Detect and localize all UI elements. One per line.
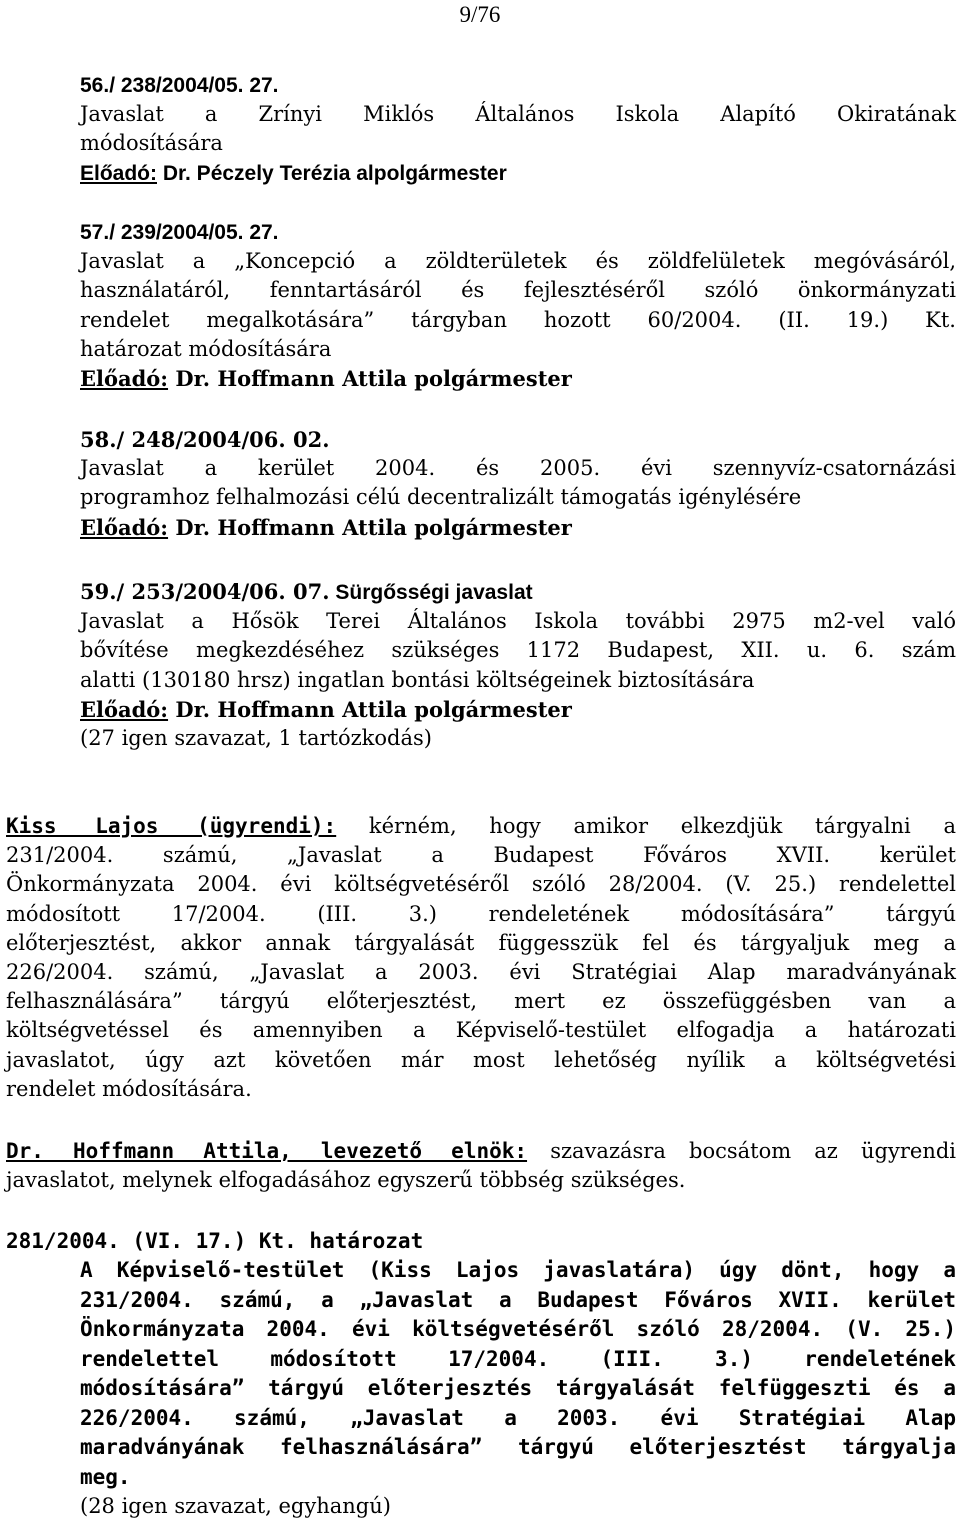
- agenda-item-header: 58./ 248/2004/06. 02.: [80, 427, 330, 452]
- speech-line: javaslatot, úgy azt követően már most lehetőség nyílik a költségvetési: [6, 1047, 956, 1072]
- presenter-name: Dr. Hoffmann Attila polgármester: [168, 514, 572, 540]
- speech-line: [6, 812, 956, 841]
- resolution-body: [80, 1256, 956, 1522]
- speech-line: [6, 1137, 956, 1166]
- agenda-item-presenter: [80, 364, 956, 393]
- speech-line: módosított 17/2004. (III. 3.) rendeletének módosítására” tárgyú: [6, 901, 956, 926]
- agenda-item-56: [80, 71, 956, 188]
- resolution-number: 281/2004. (VI. 17.) Kt. határozat: [6, 1229, 424, 1253]
- agenda-item-title-line: Javaslat a Hősök Terei Általános Iskola további 2975 m2-vel való: [80, 609, 956, 634]
- speech-line: felhasználására” tárgyú előterjesztést, mert ez összefüggésben van a: [6, 989, 956, 1014]
- agenda-item-header: 56./ 238/2004/05. 27.: [80, 74, 279, 97]
- page-number: 9/76: [459, 2, 501, 27]
- resolution-line: Önkormányzata 2004. évi költségvetéséről szóló 28/2004. (V. 25.): [80, 1317, 956, 1341]
- agenda-item-number: 59./ 253/2004/06. 07.: [80, 579, 330, 604]
- speech-line: javaslatot, melynek elfogadásához egyszerű többség szükséges.: [6, 1168, 686, 1193]
- speaker-name: Dr. Hoffmann Attila, levezető elnök:: [6, 1139, 528, 1163]
- speech-kiss-lajos: [6, 812, 956, 1104]
- presenter-label: Előadó:: [80, 161, 157, 185]
- agenda-item-59: [80, 577, 956, 753]
- agenda-item-58: [80, 425, 956, 542]
- agenda-item-presenter: [80, 695, 956, 724]
- resolution-line: módosítására” tárgyú előterjesztés tárgyalását felfüggeszti és a: [80, 1376, 956, 1400]
- resolution-line: 226/2004. számú, „Javaslat a 2003. évi Stratégiai Alap: [80, 1405, 956, 1430]
- resolution-line: A Képviselő-testület (Kiss Lajos javaslatára) úgy dönt, hogy a: [80, 1258, 956, 1282]
- agenda-item-presenter: [80, 513, 956, 542]
- agenda-item-title-line: bővítése megkezdéséhez szükséges 1172 Budapest, XII. u. 6. szám: [80, 638, 956, 663]
- agenda-item-title-line: programhoz felhalmozási célú decentralizált támogatás igénylésére: [80, 485, 802, 510]
- speech-line: költségvetéssel és amennyiben a Képviselő-testület elfogadja a határozati: [6, 1018, 956, 1043]
- agenda-item-title-line: alatti (130180 hrsz) ingatlan bontási költségeinek biztosítására: [80, 667, 755, 692]
- agenda-item-title-line: módosítására: [80, 131, 223, 156]
- presenter-name: Dr. Hoffmann Attila polgármester: [168, 366, 572, 392]
- presenter-label: Előadó:: [80, 514, 169, 540]
- speech-line: előterjesztést, akkor annak tárgyalását függesszük fel és tárgyaljuk meg a: [6, 930, 956, 955]
- agenda-item-57: [80, 218, 956, 393]
- resolution-line: maradványának felhasználására” tárgyú előterjesztést tárgyalja: [80, 1435, 956, 1459]
- resolution-header: [6, 1227, 423, 1256]
- agenda-item-title-line: Javaslat a „Koncepció a zöldterületek és zöldfelületek megóvásáról,: [80, 249, 956, 274]
- speech-line: Önkormányzata 2004. évi költségvetéséről szóló 28/2004. (V. 25.) rendelettel: [6, 872, 956, 897]
- agenda-item-title-line: határozat módosítására: [80, 336, 332, 361]
- speech-line: 231/2004. számú, „Javaslat a Budapest Főváros XVII. kerület: [6, 843, 956, 868]
- agenda-item-title-line: rendelet megalkotására” tárgyban hozott 60/2004. (II. 19.) Kt.: [80, 307, 956, 332]
- presenter-name: Dr. Péczely Terézia alpolgármester: [157, 161, 507, 185]
- resolution-line: rendelettel módosított 17/2004. (III. 3.) rendeletének: [80, 1346, 956, 1371]
- presenter-label: Előadó:: [80, 696, 169, 722]
- speech-line: 226/2004. számú, „Javaslat a 2003. évi Stratégiai Alap maradványának: [6, 960, 956, 985]
- agenda-item-title-line: Javaslat a kerület 2004. és 2005. évi szennyvíz-csatornázási: [80, 456, 956, 481]
- resolution-line: 231/2004. számú, a „Javaslat a Budapest Főváros XVII. kerület: [80, 1287, 956, 1312]
- vote-result: (28 igen szavazat, egyhangú): [80, 1494, 391, 1518]
- resolution-line: meg.: [80, 1464, 131, 1489]
- agenda-item-title-line: Javaslat a Zrínyi Miklós Általános Iskola Alapító Okiratának: [80, 102, 956, 127]
- agenda-item-presenter: [80, 159, 956, 188]
- speech-text: szavazásra bocsátom az ügyrendi: [527, 1139, 956, 1163]
- speech-chair: [6, 1137, 956, 1195]
- agenda-item-header: 57./ 239/2004/05. 27.: [80, 221, 279, 244]
- vote-result: (27 igen szavazat, 1 tartózkodás): [80, 726, 432, 751]
- presenter-name: Dr. Hoffmann Attila polgármester: [168, 696, 572, 722]
- urgent-label: Sürgősségi javaslat: [329, 581, 533, 604]
- speech-line: rendelet módosítására.: [6, 1076, 252, 1101]
- speech-text: kérném, hogy amikor elkezdjük tárgyalni a: [336, 814, 956, 838]
- speaker-name: Kiss Lajos (ügyrendi):: [6, 814, 337, 838]
- agenda-item-title-line: használatáról, fenntartásáról és fejlesztéséről szóló önkormányzati: [80, 278, 956, 303]
- agenda-item-header: [80, 577, 956, 607]
- presenter-label: Előadó:: [80, 366, 169, 392]
